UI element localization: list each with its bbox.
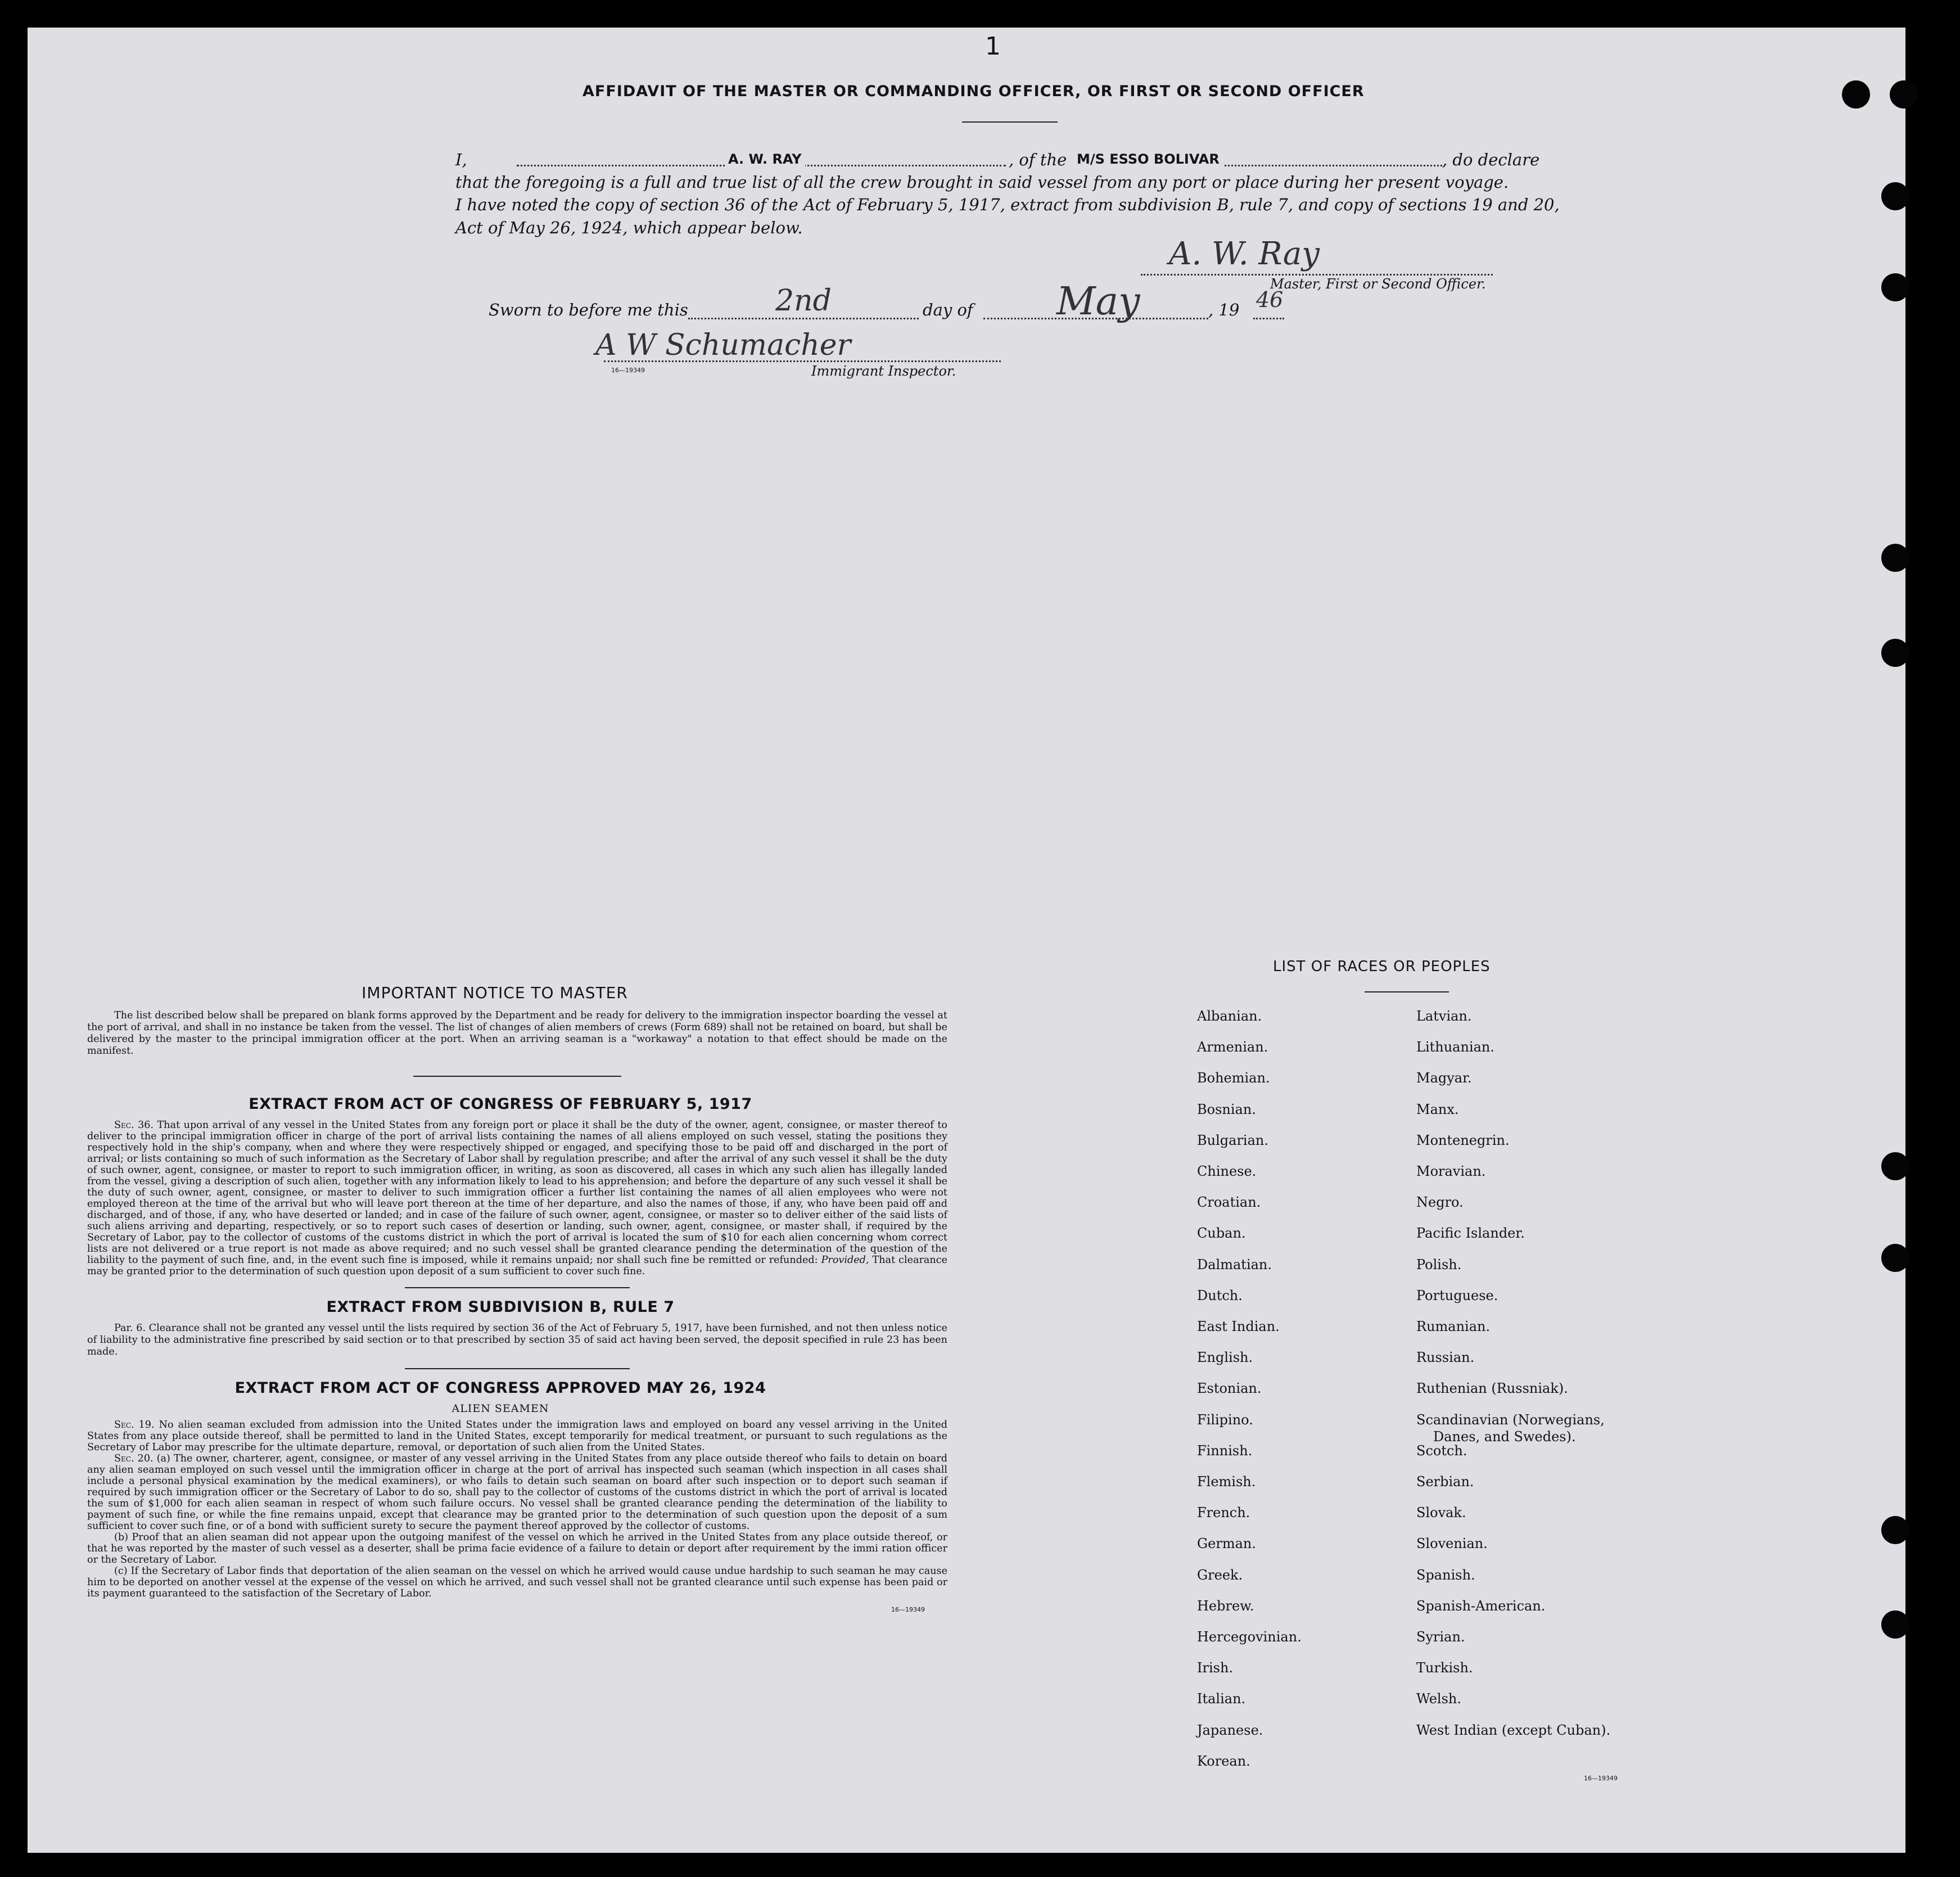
race-item: Latvian. — [1416, 1008, 1472, 1024]
race-item: Portuguese. — [1416, 1287, 1498, 1303]
race-item: Negro. — [1416, 1194, 1464, 1211]
race-item: Montenegrin. — [1416, 1132, 1510, 1148]
sworn-day: 2nd — [775, 284, 832, 318]
sec-36-text: That upon arrival of any vessel in the United States from any foreign port or place it shall be the duty of the owner, agent, consignee, or master thereof to deliver to the principal immigration officer in charge of the port of arrival lists containing the names of all aliens employed on such vessel, stating the positions they respectively hold in the ship's company, when and where they were respectively shipped or engaged, and specifying those to be paid off and discharged in the port of arrival; or lists containing so much of such information as the Secretary of Labor shall by regulation prescribe; and after the arrival of any such vessel it shall be the duty of such owner, agent, consignee, or master to report to such immigration officer, in writing, as soon as discovered, all cases in which any such alien has illegally landed from the vessel, giving a description of such alien, together with any information likely to lead to his apprehension; and before the departure of any such vessel it shall be the duty of such owner, agent, consignee, or master to deliver to such immigration officer a further list containing the names of all alien employees who were not employed thereon at the time of the arrival but who will leave port thereon at the time of her departure, and also the names of those, if any, who have been paid off and discharged, and of those, if any, who have deserted or landed; and in case of the failure of such owner, agent, consignee, or master so to deliver either of the said lists of such aliens arriving and departing, respectively, or so to report such cases of desertion or landing, such owner, agent, consignee, or master shall, if required by the Secretary of Labor, pay to the collector of customs of the customs district in which the port of arrival is located the sum of $10 for each alien concerning whom correct lists are not delivered or a true report is not made as above required; and no such vessel shall be granted clearance pending the determination of the question of the liability to the payment of such fine, and, in the event such fine is imposed, while it remains unpaid; nor shall such fine be remitted or refunded: — [87, 1120, 948, 1266]
punch-hole — [1881, 273, 1909, 301]
affidavit-line-1 — [455, 150, 467, 169]
race-item: Magyar. — [1416, 1070, 1472, 1086]
notice-paragraph: The list described below shall be prepared on blank forms approved by the Department and be ready for delivery to the immigration inspector boarding the vessel at the port of arrival, and shall in no instance be taken from the vessel. The list of changes of alien members of crews (Form 689) shall not be retained on board, but shall be delivered by the master to the principal immigration officer at the port. When an arriving seaman is a "workaway" a notation to that effect should be made on the manifest. — [87, 1010, 947, 1057]
sec-19-paragraph — [87, 1419, 947, 1453]
affidavit-line-3: I have noted the copy of section 36 of the Act of February 5, 1917, extract from subdivision B, rule 7, and copy of sections 19 and 20, — [455, 195, 1560, 214]
section-rule — [413, 1076, 621, 1077]
inspector-caption: Immigrant Inspector. — [811, 363, 956, 379]
of-the-label: , of the — [1009, 150, 1067, 169]
sec-20a-text: (a) The owner, charterer, agent, consignee, or master of any vessel arriving in the United States from any place outside thereof who fails to detain on board any alien seaman employed on such vessel until the immigration officer in charge at the port of arrival has inspected such seaman (which inspection in all cases shall include a personal physical examination by the medical examiners), or who fails to detain such seaman on board after such inspection or to deport such seaman if required by such immigration officer or the Secretary of Labor to do so, shall pay to the collector of customs of the customs district in which the port of arrival is located the sum of $1,000 for each alien seaman in respect of whom such failure occurs. No vessel shall be granted clearance pending the determination of the liability to payment of such fine, or while the fine remains unpaid, except that clearance may be granted prior to the determination of such question upon the deposit of a sum sufficient to cover such fine, or of a bond with sufficient surety to secure the payment thereof approved by the collector of customs. — [87, 1453, 947, 1532]
section-rule — [405, 1287, 630, 1288]
race-item: Welsh. — [1416, 1691, 1461, 1707]
race-item: Spanish. — [1416, 1567, 1475, 1583]
extract-form-number: 16—19349 — [891, 1606, 925, 1613]
proviso-label: Provided, — [821, 1255, 869, 1266]
master-caption: Master, First or Second Officer. — [1270, 276, 1486, 292]
race-item: German. — [1197, 1536, 1256, 1552]
sworn-label: Sworn to before me this — [489, 300, 688, 319]
race-item: Syrian. — [1416, 1629, 1465, 1645]
notice-title: IMPORTANT NOTICE TO MASTER — [362, 983, 628, 1002]
sworn-month: May — [1056, 279, 1140, 324]
master-name: A. W. RAY — [725, 151, 805, 167]
sec-20-label: Sec. 20. — [114, 1453, 153, 1464]
extract-1917-text — [87, 1120, 947, 1277]
race-item: Spanish-American. — [1416, 1598, 1546, 1614]
race-item: Armenian. — [1197, 1039, 1268, 1055]
race-item: Slovenian. — [1416, 1536, 1488, 1552]
race-item: Bohemian. — [1197, 1070, 1270, 1086]
race-item: Ruthenian (Russniak). — [1416, 1380, 1568, 1397]
proviso-text: That clearance may be granted prior to the determination of such question upon deposit of a sum sufficient to cover such fine. — [87, 1255, 948, 1277]
race-item: Irish. — [1197, 1660, 1234, 1676]
sec-36-paragraph — [87, 1120, 947, 1277]
punch-hole — [1881, 1516, 1909, 1544]
race-item: Dalmatian. — [1197, 1256, 1272, 1273]
race-item: Hebrew. — [1197, 1598, 1254, 1614]
race-item: Hercegovinian. — [1197, 1629, 1302, 1645]
race-item: Japanese. — [1197, 1722, 1263, 1738]
race-item: Moravian. — [1416, 1163, 1486, 1179]
extract-1917-title: EXTRACT FROM ACT OF CONGRESS OF FEBRUARY 5, 1917 — [249, 1095, 752, 1113]
race-item: Croatian. — [1197, 1194, 1261, 1211]
race-item: Pacific Islander. — [1416, 1225, 1525, 1242]
race-item: Scotch. — [1416, 1442, 1467, 1459]
sec-19-label: Sec. 19. — [114, 1419, 155, 1431]
race-item: Flemish. — [1197, 1474, 1256, 1490]
race-item: English. — [1197, 1350, 1253, 1366]
inspector-signature: A W Schumacher — [595, 328, 851, 362]
sec-36-label: Sec. 36. — [114, 1120, 154, 1131]
day-of-label: day of — [923, 300, 973, 319]
punch-hole — [1881, 639, 1909, 667]
punch-hole — [1881, 1610, 1909, 1639]
race-item: Dutch. — [1197, 1287, 1243, 1303]
race-item: Slovak. — [1416, 1505, 1466, 1521]
rule-7-text — [87, 1323, 947, 1358]
extract-1924-title: EXTRACT FROM ACT OF CONGRESS APPROVED MAY 26, 1924 — [234, 1379, 766, 1397]
race-item: Lithuanian. — [1416, 1039, 1495, 1055]
sec-20c-paragraph: (c) If the Secretary of Labor finds that deportation of the alien seaman on the vessel on which he arrived would cause undue hardship to such seaman he may cause him to be deported on another vessel at the expense of the vessel on which he arrived, and such vessel shall not be granted clearance until such expense has been paid or its payment guaranteed to the satisfaction of the Secretary of Labor. — [87, 1565, 947, 1599]
race-item: Serbian. — [1416, 1474, 1474, 1490]
race-item: Albanian. — [1197, 1008, 1262, 1024]
do-declare-label: , do declare — [1442, 150, 1540, 169]
race-item: Bulgarian. — [1197, 1132, 1268, 1148]
sec-20a-paragraph — [87, 1453, 947, 1532]
page-mark: 1 — [985, 32, 1001, 61]
punch-hole — [1881, 1152, 1909, 1180]
race-item: Rumanian. — [1416, 1319, 1491, 1334]
races-title-rule — [1365, 991, 1449, 992]
rule-7-title: EXTRACT FROM SUBDIVISION B, RULE 7 — [326, 1298, 675, 1316]
rule-7-paragraph: Par. 6. Clearance shall not be granted any vessel until the lists required by section 36 of the Act of February 5, 1917, have been furnished, and not then unless notice of liability to the administrative fine prescribed by said section or to that prescribed by section 35 of said act having been served, the deposit specified in rule 23 has been made. — [87, 1323, 947, 1357]
race-item: Finnish. — [1197, 1442, 1253, 1459]
extract-1924-text — [87, 1419, 947, 1599]
section-rule — [405, 1368, 630, 1369]
race-item: Estonian. — [1197, 1380, 1262, 1397]
year-suffix: 46 — [1256, 287, 1284, 312]
race-item: Turkish. — [1416, 1660, 1473, 1676]
race-item: Italian. — [1197, 1691, 1246, 1707]
race-item: Greek. — [1197, 1567, 1243, 1583]
notice-text — [87, 1010, 947, 1057]
race-item: Scandinavian (Norwegians, — [1416, 1411, 1605, 1428]
title-rule — [962, 121, 1058, 123]
affidavit-line-2: that the foregoing is a full and true list of all the crew brought in said vessel from any port or place during her present voyage. — [455, 173, 1509, 192]
races-title: LIST OF RACES OR PEOPLES — [1273, 958, 1491, 975]
affidavit-line-4: Act of May 26, 1924, which appear below. — [455, 218, 803, 237]
inspector-signature-line — [604, 360, 1001, 362]
punch-hole — [1890, 80, 1918, 109]
punch-hole — [1842, 80, 1870, 109]
extract-1924-subtitle: ALIEN SEAMEN — [451, 1402, 549, 1415]
race-item: Manx. — [1416, 1101, 1459, 1117]
race-item: West Indian (except Cuban). — [1416, 1722, 1611, 1738]
race-item: East Indian. — [1197, 1319, 1280, 1334]
race-item: Filipino. — [1197, 1411, 1253, 1428]
master-signature: A. W. Ray — [1169, 236, 1320, 272]
year-prefix: , 19 — [1208, 300, 1240, 319]
document-page — [28, 28, 1905, 1853]
punch-hole — [1881, 544, 1909, 572]
race-item: Bosnian. — [1197, 1101, 1256, 1117]
affidavit-title: AFFIDAVIT OF THE MASTER OR COMMANDING OFFICER, OR FIRST OR SECOND OFFICER — [582, 83, 1365, 100]
sworn-day-line — [688, 318, 919, 319]
race-item: Polish. — [1416, 1256, 1462, 1273]
sec-20b-paragraph: (b) Proof that an alien seaman did not appear upon the outgoing manifest of the vessel on which he arrived in the United States from any place outside thereof, or that he was reported by the master of such vessel as a deserter, shall be prima facie evidence of a failure to detain or deport after requirement by the immi ration officer or the Secretary of Labor. — [87, 1532, 947, 1565]
race-item: Cuban. — [1197, 1225, 1246, 1242]
race-item: Chinese. — [1197, 1163, 1257, 1179]
race-item: French. — [1197, 1505, 1250, 1521]
race-item: Danes, and Swedes). — [1433, 1428, 1576, 1445]
year-line — [1253, 318, 1284, 319]
race-item: Korean. — [1197, 1753, 1250, 1769]
race-item: Russian. — [1416, 1350, 1475, 1366]
affidavit-prefix: I, — [455, 150, 467, 169]
master-signature-line — [1141, 274, 1493, 276]
affidavit-form-number: 16—19349 — [611, 367, 645, 374]
punch-hole — [1881, 182, 1909, 210]
legal-extracts — [87, 983, 947, 1613]
sec-19-text: No alien seaman excluded from admission into the United States under the immigration laws and employed on board any vessel arriving in the United States from any place outside thereof, shall be permitted to land in the United States, except temporarily for medical treatment, or pursuant to such regulations as the Secretary of Labor may prescribe for the ultimate departure, removal, or deportation of such alien from the United States. — [87, 1419, 948, 1453]
races-form-number: 16—19349 — [1584, 1775, 1618, 1782]
vessel-name: M/S ESSO BOLIVAR — [1077, 151, 1223, 167]
punch-hole — [1881, 1244, 1909, 1272]
